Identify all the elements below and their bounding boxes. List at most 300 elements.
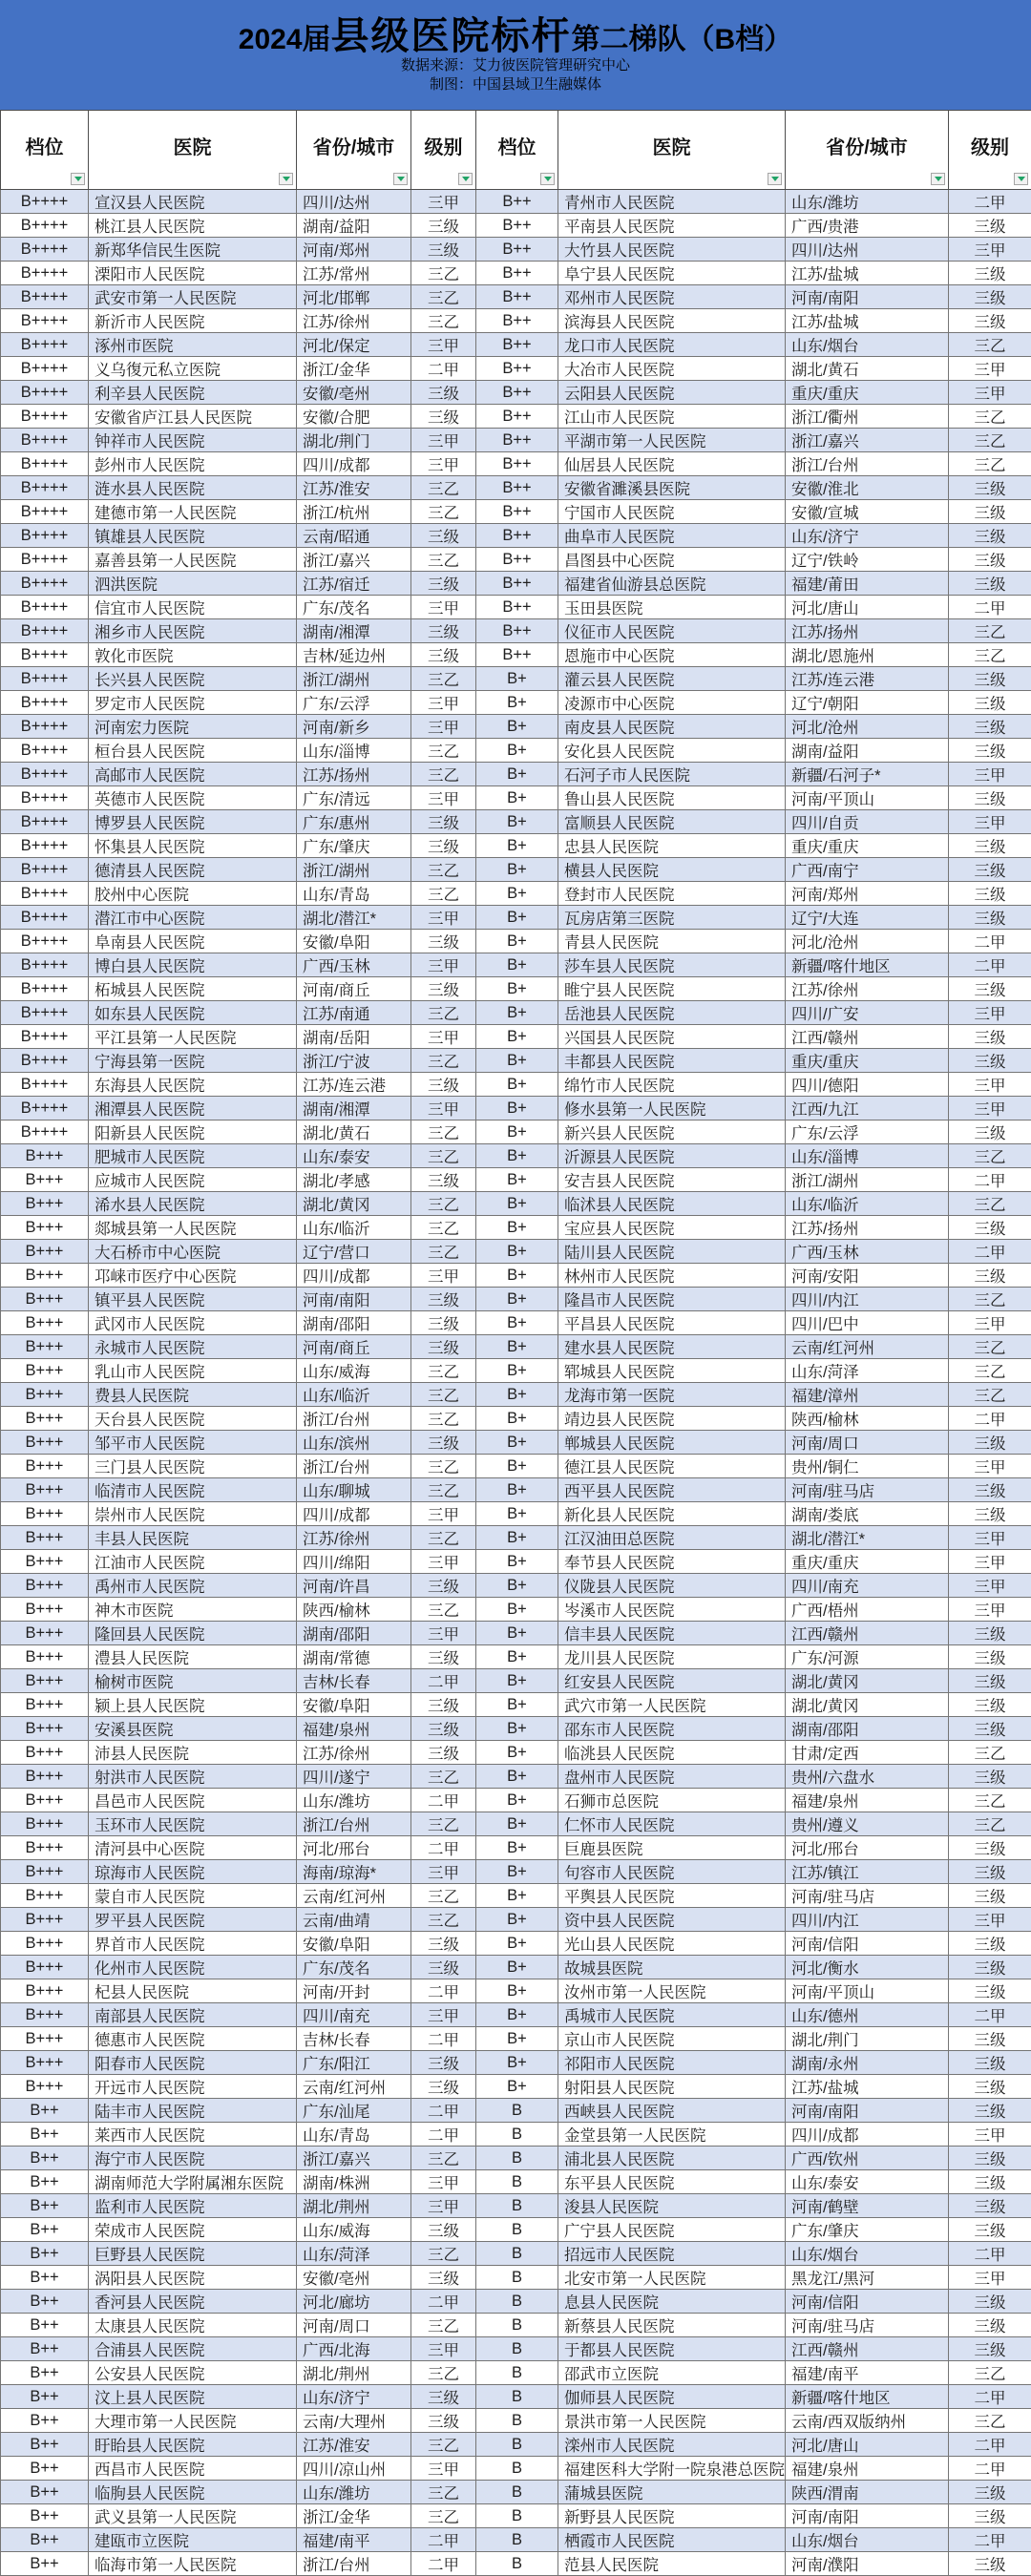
region-cell: 吉林/延边州 [297, 643, 411, 667]
level-cell: 三甲 [411, 715, 476, 739]
region-cell: 广西/玉林 [786, 1240, 949, 1264]
level-cell: 二甲 [949, 2385, 1031, 2409]
table-row [1, 1741, 1031, 1765]
level-cell: 二甲 [411, 2528, 476, 2552]
hospital-cell: 永城市人民医院 [89, 1335, 297, 1359]
hospital-cell: 监利市人民医院 [89, 2194, 297, 2218]
tier-cell: B++ [1, 2147, 89, 2170]
tier-cell: B+ [476, 930, 558, 953]
hospital-cell: 博罗县人民医院 [89, 810, 297, 834]
tier-cell: B+++ [1, 1574, 89, 1598]
level-cell: 三级 [949, 715, 1031, 739]
tier-cell: B+ [476, 1645, 558, 1669]
hospital-cell: 靖边县人民医院 [558, 1407, 786, 1431]
region-cell: 安徽/阜阳 [297, 1932, 411, 1956]
hospital-cell: 湘潭县人民医院 [89, 1097, 297, 1120]
region-cell: 江苏/徐州 [297, 1741, 411, 1765]
column-header-label: 级别 [425, 137, 463, 158]
hospital-cell: 蒙自市人民医院 [89, 1884, 297, 1908]
hospital-cell: 射洪市人民医院 [89, 1765, 297, 1789]
region-cell: 河南/安阳 [786, 1264, 949, 1288]
level-cell: 三乙 [949, 429, 1031, 452]
region-cell: 湖北/黄石 [297, 1120, 411, 1144]
hospital-cell: 信丰县人民医院 [558, 1622, 786, 1645]
table-row [1, 190, 1031, 214]
region-cell: 江苏/淮安 [297, 2433, 411, 2457]
region-cell: 浙江/台州 [297, 2552, 411, 2576]
region-cell: 广东/云浮 [786, 1120, 949, 1144]
hospital-cell: 信宜市人民医院 [89, 596, 297, 619]
region-cell: 山东/德州 [786, 2003, 949, 2027]
hospital-cell: 武冈市人民医院 [89, 1311, 297, 1335]
hospital-cell: 西峡县人民医院 [558, 2099, 786, 2123]
table-row [1, 309, 1031, 333]
hospital-ranking-table [0, 110, 1031, 2576]
hospital-cell: 滨海县人民医院 [558, 309, 786, 333]
level-cell: 三甲 [411, 1097, 476, 1120]
tier-cell: B+++ [1, 2051, 89, 2075]
hospital-cell: 彭州市人民医院 [89, 452, 297, 476]
hospital-cell: 罗平县人民医院 [89, 1908, 297, 1932]
level-cell: 三级 [949, 2314, 1031, 2337]
tier-cell: B++++ [1, 596, 89, 619]
tier-cell: B++ [1, 2170, 89, 2194]
region-cell: 新疆/喀什地区 [786, 953, 949, 977]
tier-cell: B++++ [1, 834, 89, 858]
region-cell: 四川/南充 [297, 2003, 411, 2027]
column-header-hospital-right [558, 111, 786, 190]
level-cell: 三甲 [949, 2123, 1031, 2147]
hospital-cell: 三门县人民医院 [89, 1455, 297, 1478]
table-row [1, 1550, 1031, 1574]
hospital-cell: 平舆县人民医院 [558, 1884, 786, 1908]
level-cell: 三级 [949, 858, 1031, 882]
region-cell: 山东/菏泽 [297, 2242, 411, 2266]
filter-dropdown-icon[interactable] [458, 173, 473, 185]
table-row [1, 381, 1031, 405]
level-cell: 三级 [949, 2170, 1031, 2194]
level-cell: 三级 [411, 2266, 476, 2290]
tier-cell: B++++ [1, 476, 89, 500]
hospital-cell: 南部县人民医院 [89, 2003, 297, 2027]
tier-cell: B++ [476, 596, 558, 619]
hospital-cell: 西昌市人民医院 [89, 2457, 297, 2481]
region-cell: 湖北/黄冈 [297, 1192, 411, 1216]
region-cell: 湖南/永州 [786, 2051, 949, 2075]
tier-cell: B+ [476, 739, 558, 763]
region-cell: 河南/鹤壁 [786, 2194, 949, 2218]
table-row [1, 1311, 1031, 1335]
tier-cell: B+++ [1, 1717, 89, 1741]
tier-cell: B+++ [1, 1860, 89, 1884]
table-row [1, 906, 1031, 930]
hospital-cell: 资中县人民医院 [558, 1908, 786, 1932]
tier-cell: B [476, 2194, 558, 2218]
hospital-cell: 浠水县人民医院 [89, 1192, 297, 1216]
region-cell: 山东/淄博 [297, 739, 411, 763]
level-cell: 三级 [949, 1622, 1031, 1645]
tier-cell: B [476, 2147, 558, 2170]
tier-cell: B+ [476, 1192, 558, 1216]
region-cell: 河南/商丘 [297, 977, 411, 1001]
region-cell: 湖南/湘潭 [297, 1097, 411, 1120]
region-cell: 河南/开封 [297, 1979, 411, 2003]
tier-cell: B+++ [1, 1836, 89, 1860]
tier-cell: B+ [476, 1884, 558, 1908]
region-cell: 河南/南阳 [786, 2504, 949, 2528]
tier-cell: B+ [476, 858, 558, 882]
tier-cell: B [476, 2481, 558, 2504]
region-cell: 河南/驻马店 [786, 1884, 949, 1908]
region-cell: 山东/聊城 [297, 1478, 411, 1502]
filter-dropdown-icon[interactable] [1014, 173, 1028, 185]
level-cell: 三级 [949, 500, 1031, 524]
tier-cell: B+++ [1, 1956, 89, 1979]
tier-cell: B++ [476, 381, 558, 405]
tier-cell: B+++ [1, 1407, 89, 1431]
level-cell: 三级 [949, 882, 1031, 906]
region-cell: 湖北/潜江* [786, 1526, 949, 1550]
level-cell: 三乙 [411, 763, 476, 786]
level-cell: 三级 [949, 834, 1031, 858]
region-cell: 贵州/六盘水 [786, 1765, 949, 1789]
table-body [1, 190, 1031, 2576]
tier-cell: B++ [476, 214, 558, 238]
level-cell: 三甲 [949, 1001, 1031, 1025]
level-cell: 三甲 [411, 2337, 476, 2361]
tier-cell: B+ [476, 691, 558, 715]
table-row [1, 1264, 1031, 1288]
level-cell: 三乙 [411, 285, 476, 309]
region-cell: 江苏/盐城 [786, 309, 949, 333]
tier-cell: B+ [476, 1431, 558, 1455]
hospital-cell: 龙口市人民医院 [558, 333, 786, 357]
table-row [1, 1288, 1031, 1311]
hospital-cell: 高邮市人民医院 [89, 763, 297, 786]
region-cell: 湖北/荆州 [297, 2194, 411, 2218]
tier-cell: B++++ [1, 763, 89, 786]
level-cell: 二甲 [949, 930, 1031, 953]
region-cell: 四川/成都 [786, 2123, 949, 2147]
table-row [1, 1574, 1031, 1598]
region-cell: 新疆/石河子* [786, 763, 949, 786]
hospital-cell: 临沭县人民医院 [558, 1192, 786, 1216]
tier-cell: B++++ [1, 381, 89, 405]
hospital-cell: 金堂县第一人民医院 [558, 2123, 786, 2147]
hospital-cell: 建德市第一人民医院 [89, 500, 297, 524]
table-row [1, 643, 1031, 667]
hospital-cell: 建瓯市立医院 [89, 2528, 297, 2552]
tier-cell: B+ [476, 953, 558, 977]
filter-dropdown-icon[interactable] [279, 173, 293, 185]
column-header-tier-right [476, 111, 558, 190]
hospital-cell: 新兴县人民医院 [558, 1120, 786, 1144]
region-cell: 安徽/阜阳 [297, 1693, 411, 1717]
region-cell: 江西/赣州 [786, 2337, 949, 2361]
tier-cell: B++++ [1, 739, 89, 763]
table-row [1, 524, 1031, 548]
region-cell: 河南/平顶山 [786, 786, 949, 810]
tier-cell: B+++ [1, 1550, 89, 1574]
tier-cell: B++++ [1, 953, 89, 977]
tier-cell: B+ [476, 1789, 558, 1812]
level-cell: 三级 [411, 2218, 476, 2242]
level-cell: 二甲 [949, 2242, 1031, 2266]
region-cell: 浙江/湖州 [786, 1168, 949, 1192]
filter-dropdown-icon[interactable] [71, 173, 85, 185]
table-row [1, 691, 1031, 715]
hospital-cell: 故城县医院 [558, 1956, 786, 1979]
level-cell: 三甲 [411, 2194, 476, 2218]
level-cell: 三乙 [949, 405, 1031, 429]
hospital-cell: 平江县第一人民医院 [89, 1025, 297, 1049]
level-cell: 三乙 [949, 1741, 1031, 1765]
level-cell: 三乙 [411, 1478, 476, 1502]
level-cell: 三乙 [949, 1335, 1031, 1359]
filter-dropdown-icon[interactable] [768, 173, 782, 185]
filter-dropdown-icon[interactable] [393, 173, 408, 185]
tier-cell: B+++ [1, 1622, 89, 1645]
hospital-cell: 镇雄县人民医院 [89, 524, 297, 548]
table-row [1, 1669, 1031, 1693]
hospital-cell: 昌邑市人民医院 [89, 1789, 297, 1812]
level-cell: 三乙 [949, 619, 1031, 643]
region-cell: 山东/临沂 [297, 1216, 411, 1240]
table-row [1, 1407, 1031, 1431]
region-cell: 河北/衡水 [786, 1956, 949, 1979]
table-row [1, 476, 1031, 500]
tier-cell: B [476, 2552, 558, 2576]
region-cell: 广东/云浮 [297, 691, 411, 715]
region-cell: 福建/南平 [297, 2528, 411, 2552]
tier-cell: B+ [476, 1168, 558, 1192]
region-cell: 四川/德阳 [786, 1073, 949, 1097]
region-cell: 河北/唐山 [786, 596, 949, 619]
tier-cell: B++ [476, 500, 558, 524]
tier-cell: B++++ [1, 715, 89, 739]
hospital-cell: 阳新县人民医院 [89, 1120, 297, 1144]
hospital-cell: 石河子市人民医院 [558, 763, 786, 786]
tier-cell: B [476, 2170, 558, 2194]
tier-cell: B++ [476, 262, 558, 285]
level-cell: 三甲 [411, 2170, 476, 2194]
level-cell: 三甲 [949, 1097, 1031, 1120]
tier-cell: B [476, 2504, 558, 2528]
hospital-cell: 丰县人民医院 [89, 1526, 297, 1550]
region-cell: 广西/玉林 [297, 953, 411, 977]
region-cell: 山东/威海 [297, 1359, 411, 1383]
region-cell: 江苏/连云港 [297, 1073, 411, 1097]
tier-cell: B [476, 2218, 558, 2242]
table-row [1, 405, 1031, 429]
level-cell: 三甲 [949, 1526, 1031, 1550]
level-cell: 三乙 [411, 1526, 476, 1550]
level-cell: 二甲 [411, 1789, 476, 1812]
level-cell: 三级 [949, 262, 1031, 285]
region-cell: 陕西/榆林 [786, 1407, 949, 1431]
level-cell: 三级 [411, 2075, 476, 2099]
region-cell: 湖南/娄底 [786, 1502, 949, 1526]
region-cell: 湖南/株洲 [297, 2170, 411, 2194]
tier-cell: B+ [476, 1240, 558, 1264]
region-cell: 河南/周口 [297, 2314, 411, 2337]
level-cell: 二甲 [411, 2123, 476, 2147]
region-cell: 浙江/金华 [297, 2504, 411, 2528]
tier-cell: B+ [476, 1383, 558, 1407]
region-cell: 辽宁/营口 [297, 1240, 411, 1264]
hospital-cell: 新郑华信民生医院 [89, 238, 297, 262]
region-cell: 河南/郑州 [786, 882, 949, 906]
level-cell: 三乙 [411, 2504, 476, 2528]
hospital-cell: 盱眙县人民医院 [89, 2433, 297, 2457]
level-cell: 三乙 [949, 1192, 1031, 1216]
level-cell: 二甲 [411, 1836, 476, 1860]
tier-cell: B+++ [1, 1789, 89, 1812]
region-cell: 重庆/重庆 [786, 834, 949, 858]
hospital-cell: 仙居县人民医院 [558, 452, 786, 476]
hospital-cell: 邓州市人民医院 [558, 285, 786, 309]
region-cell: 山东/潍坊 [786, 190, 949, 214]
tier-cell: B+ [476, 1264, 558, 1288]
tier-cell: B++++ [1, 667, 89, 691]
level-cell: 三乙 [949, 2409, 1031, 2433]
level-cell: 三乙 [411, 500, 476, 524]
level-cell: 三级 [949, 1431, 1031, 1455]
level-cell: 三甲 [411, 1622, 476, 1645]
level-cell: 三甲 [949, 1574, 1031, 1598]
table-row [1, 1908, 1031, 1932]
filter-dropdown-icon[interactable] [931, 173, 945, 185]
level-cell: 二甲 [949, 2003, 1031, 2027]
level-cell: 三级 [949, 548, 1031, 572]
table-row [1, 214, 1031, 238]
table-row [1, 2361, 1031, 2385]
hospital-cell: 莎车县人民医院 [558, 953, 786, 977]
level-cell: 三级 [949, 1669, 1031, 1693]
region-cell: 安徽/合肥 [297, 405, 411, 429]
hospital-cell: 仪征市人民医院 [558, 619, 786, 643]
level-cell: 三甲 [949, 1073, 1031, 1097]
level-cell: 三级 [411, 810, 476, 834]
hospital-cell: 新野县人民医院 [558, 2504, 786, 2528]
region-cell: 浙江/湖州 [297, 667, 411, 691]
tier-cell: B+++ [1, 1598, 89, 1622]
region-cell: 四川/成都 [297, 1502, 411, 1526]
tier-cell: B++++ [1, 500, 89, 524]
tier-cell: B+ [476, 1407, 558, 1431]
tier-cell: B [476, 2266, 558, 2290]
hospital-cell: 罗定市人民医院 [89, 691, 297, 715]
table-row [1, 1979, 1031, 2003]
level-cell: 三级 [411, 2409, 476, 2433]
table-row [1, 1884, 1031, 1908]
table-row [1, 834, 1031, 858]
hospital-cell: 玉环市人民医院 [89, 1812, 297, 1836]
tier-cell: B++++ [1, 1001, 89, 1025]
region-cell: 江苏/扬州 [786, 1216, 949, 1240]
hospital-cell: 江油市人民医院 [89, 1550, 297, 1574]
level-cell: 三级 [949, 214, 1031, 238]
region-cell: 河北/沧州 [786, 715, 949, 739]
hospital-cell: 利辛县人民医院 [89, 381, 297, 405]
tier-cell: B+++ [1, 1741, 89, 1765]
tier-cell: B++++ [1, 357, 89, 381]
tier-cell: B [476, 2528, 558, 2552]
region-cell: 云南/曲靖 [297, 1908, 411, 1932]
tier-cell: B+++ [1, 2003, 89, 2027]
region-cell: 河北/邢台 [297, 1836, 411, 1860]
hospital-cell: 安徽省庐江县人民医院 [89, 405, 297, 429]
level-cell: 三级 [949, 1932, 1031, 1956]
column-header-region-right [786, 111, 949, 190]
level-cell: 三乙 [411, 1120, 476, 1144]
level-cell: 三甲 [411, 190, 476, 214]
hospital-cell: 汝州市第一人民医院 [558, 1979, 786, 2003]
region-cell: 河南/新乡 [297, 715, 411, 739]
level-cell: 三甲 [949, 1311, 1031, 1335]
hospital-cell: 嘉善县第一人民医院 [89, 548, 297, 572]
hospital-cell: 红安县人民医院 [558, 1669, 786, 1693]
hospital-cell: 凌源市中心医院 [558, 691, 786, 715]
region-cell: 广东/汕尾 [297, 2099, 411, 2123]
header-row [1, 111, 1031, 190]
region-cell: 河北/廊坊 [297, 2290, 411, 2314]
table-row [1, 1622, 1031, 1645]
region-cell: 陕西/榆林 [297, 1598, 411, 1622]
hospital-cell: 岑溪市人民医院 [558, 1598, 786, 1622]
hospital-cell: 龙川县人民医院 [558, 1645, 786, 1669]
region-cell: 江西/赣州 [786, 1622, 949, 1645]
hospital-cell: 平昌县人民医院 [558, 1311, 786, 1335]
hospital-cell: 费县人民医院 [89, 1383, 297, 1407]
region-cell: 河北/保定 [297, 333, 411, 357]
tier-cell: B++ [476, 190, 558, 214]
level-cell: 三甲 [949, 763, 1031, 786]
region-cell: 湖北/孝感 [297, 1168, 411, 1192]
column-header-label: 医院 [174, 137, 212, 158]
hospital-cell: 天台县人民医院 [89, 1407, 297, 1431]
tier-cell: B++ [1, 2361, 89, 2385]
hospital-cell: 杞县人民医院 [89, 1979, 297, 2003]
region-cell: 江苏/南通 [297, 1001, 411, 1025]
hospital-cell: 界首市人民医院 [89, 1932, 297, 1956]
level-cell: 三乙 [411, 667, 476, 691]
filter-dropdown-icon[interactable] [540, 173, 555, 185]
tier-cell: B++ [476, 405, 558, 429]
region-cell: 广西/北海 [297, 2337, 411, 2361]
level-cell: 三级 [949, 1478, 1031, 1502]
tier-cell: B++ [476, 333, 558, 357]
level-cell: 二甲 [411, 2290, 476, 2314]
level-cell: 三级 [411, 572, 476, 596]
region-cell: 湖南/邵阳 [297, 1622, 411, 1645]
level-cell: 三甲 [949, 381, 1031, 405]
tier-cell: B+++ [1, 1526, 89, 1550]
region-cell: 山东/济宁 [786, 524, 949, 548]
tier-cell: B++++ [1, 1120, 89, 1144]
table-row [1, 1073, 1031, 1097]
region-cell: 广西/梧州 [786, 1598, 949, 1622]
level-cell: 三级 [949, 1956, 1031, 1979]
tier-cell: B++ [476, 476, 558, 500]
level-cell: 三级 [411, 214, 476, 238]
table-row [1, 548, 1031, 572]
hospital-cell: 河南宏力医院 [89, 715, 297, 739]
level-cell: 三乙 [411, 309, 476, 333]
level-cell: 三级 [411, 643, 476, 667]
hospital-cell: 绵竹市人民医院 [558, 1073, 786, 1097]
tier-cell: B++++ [1, 524, 89, 548]
